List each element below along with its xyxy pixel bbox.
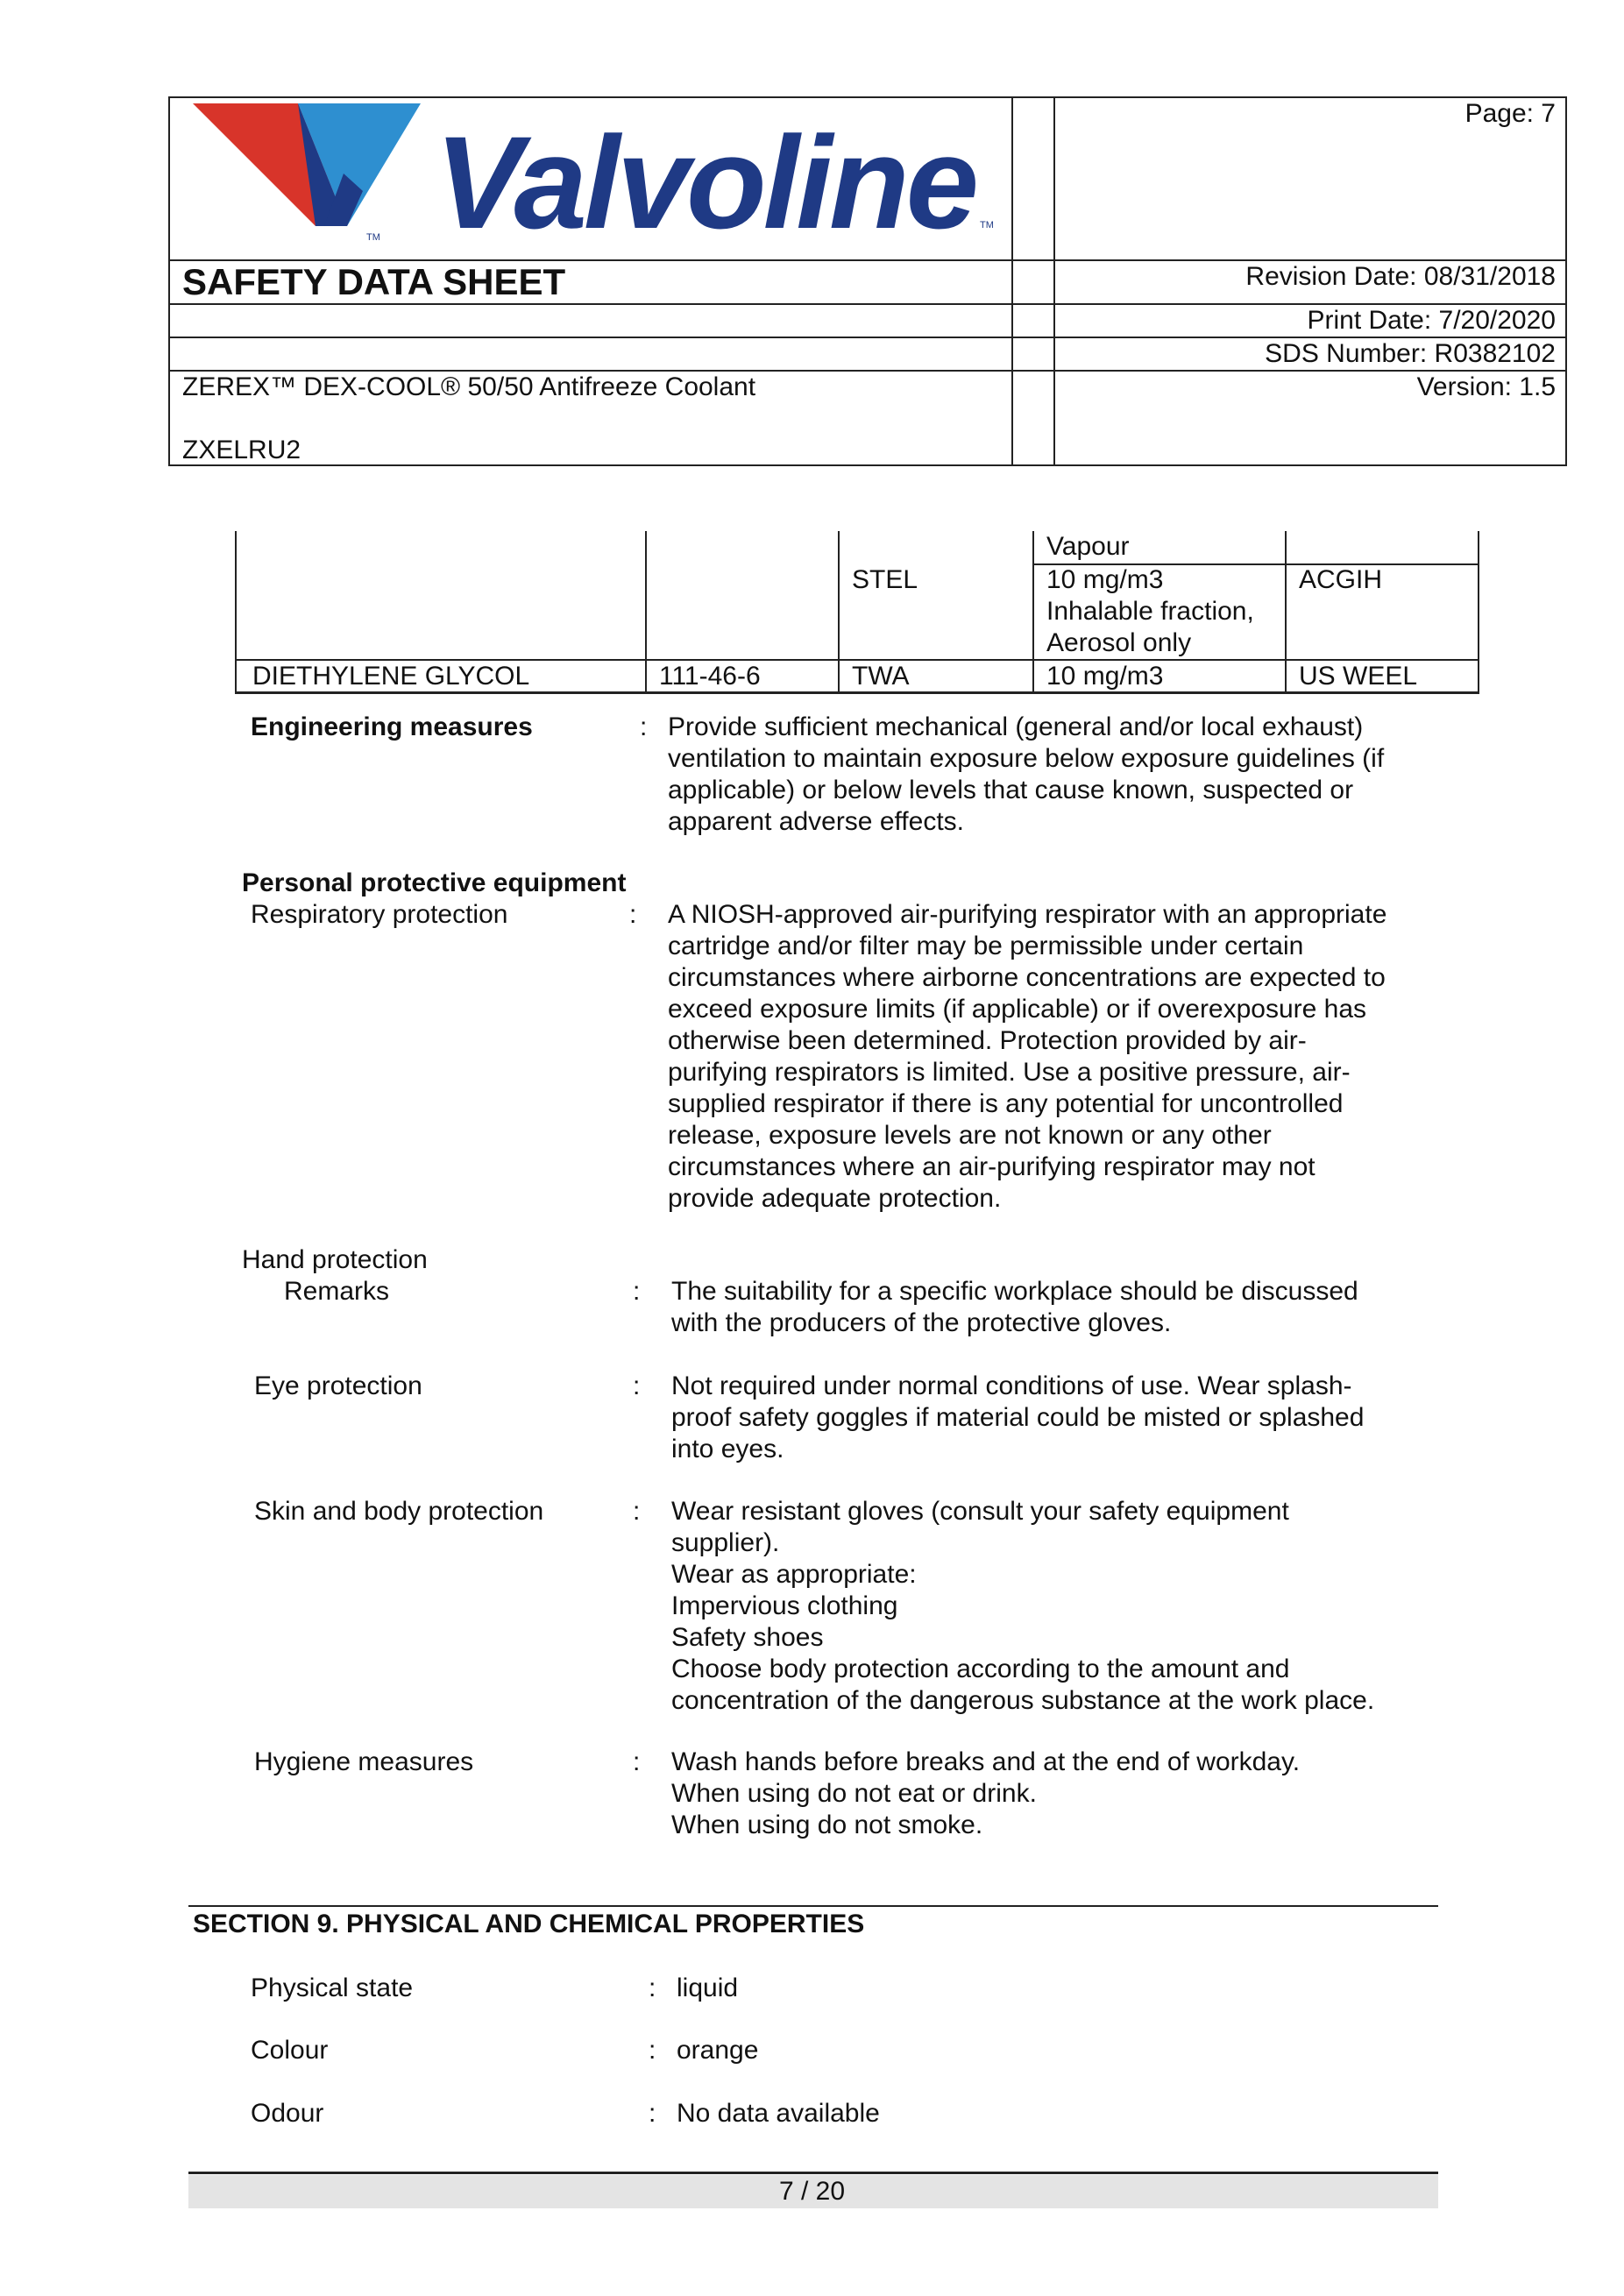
table-cell: Aerosol only xyxy=(1046,628,1192,657)
text-line: proof safety goggles if material could be misted or splashed xyxy=(671,1403,1365,1432)
engineering-measures-text xyxy=(668,712,1384,838)
text-line: exceed exposure limits (if applicable) or if overexposure has xyxy=(668,995,1367,1024)
physical-state-label: Physical state xyxy=(251,1974,414,2002)
table-cell: TWA xyxy=(852,662,910,691)
table-border xyxy=(1478,531,1479,694)
table-border xyxy=(1285,531,1287,694)
table-cell: ACGIH xyxy=(1299,565,1383,594)
text-line: applicable) or below levels that cause known, suspected or xyxy=(668,776,1354,804)
text-line: into eyes. xyxy=(671,1435,784,1463)
table-cell: Vapour xyxy=(1046,532,1130,561)
section-rule xyxy=(188,1905,1438,1907)
physical-state-value: liquid xyxy=(677,1974,739,2002)
table-cell: US WEEL xyxy=(1299,662,1418,691)
text-line: circumstances where airborne concentrations are expected to xyxy=(668,963,1386,992)
separator: : xyxy=(633,1747,641,1776)
text-line: When using do not eat or drink. xyxy=(671,1779,1037,1808)
separator: : xyxy=(633,1497,641,1526)
text-line: A NIOSH-approved air-purifying respirator with an appropriate xyxy=(668,900,1387,929)
text-line: release, exposure levels are not known or any other xyxy=(668,1121,1272,1150)
hygiene-measures-text xyxy=(671,1747,1300,1841)
table-border xyxy=(838,531,840,694)
text-line: supplied respirator if there is any potential for uncontrolled xyxy=(668,1089,1344,1118)
text-line: Safety shoes xyxy=(671,1623,824,1652)
table-border xyxy=(645,531,647,694)
engineering-measures-label: Engineering measures xyxy=(251,712,533,741)
text-line: circumstances where an air-purifying respirator may not xyxy=(668,1152,1316,1181)
sds-number: SDS Number: R0382102 xyxy=(1265,339,1556,368)
text-line: apparent adverse effects. xyxy=(668,807,964,836)
product-name: ZEREX™ DEX-COOL® 50/50 Antifreeze Coolant xyxy=(182,372,756,401)
hygiene-measures-label: Hygiene measures xyxy=(254,1747,474,1776)
separator: : xyxy=(633,1277,641,1306)
print-date: Print Date: 7/20/2020 xyxy=(1307,306,1556,335)
svg-text:TM: TM xyxy=(366,232,380,243)
text-line: Impervious clothing xyxy=(671,1591,898,1620)
skin-body-protection-label: Skin and body protection xyxy=(254,1497,544,1526)
separator: : xyxy=(649,1974,656,2002)
text-line: concentration of the dangerous substance at the work place. xyxy=(671,1686,1375,1715)
odour-value: No data available xyxy=(677,2099,880,2128)
page-number: Page: 7 xyxy=(1464,99,1556,128)
version: Version: 1.5 xyxy=(1416,372,1556,401)
footer-page-indicator: 7 / 20 xyxy=(778,2177,846,2206)
table-cell: Inhalable fraction, xyxy=(1046,597,1254,626)
text-line: Not required under normal conditions of use. Wear splash- xyxy=(671,1371,1352,1400)
respiratory-protection-text xyxy=(668,899,1386,1215)
odour-label: Odour xyxy=(251,2099,324,2128)
eye-protection-label: Eye protection xyxy=(254,1371,422,1400)
text-line: The suitability for a specific workplace should be discussed xyxy=(671,1277,1358,1306)
header-divider xyxy=(1011,96,1013,466)
table-cell: DIETHYLENE GLYCOL xyxy=(252,662,530,691)
revision-date: Revision Date: 08/31/2018 xyxy=(1245,262,1556,291)
text-line: Provide sufficient mechanical (general and/or local exhaust) xyxy=(668,712,1364,741)
text-line: provide adequate protection. xyxy=(668,1184,1002,1213)
hand-remarks-label: Remarks xyxy=(284,1277,390,1306)
text-line: supplier). xyxy=(671,1528,780,1557)
document-title: SAFETY DATA SHEET xyxy=(182,261,566,302)
table-border xyxy=(1032,531,1034,694)
text-line: Choose body protection according to the amount and xyxy=(671,1655,1290,1683)
footer-rule xyxy=(188,2172,1438,2174)
hand-protection-heading: Hand protection xyxy=(242,1245,428,1274)
text-line: When using do not smoke. xyxy=(671,1811,983,1839)
text-line: ventilation to maintain exposure below exposure guidelines (if xyxy=(668,744,1385,773)
svg-text:TM: TM xyxy=(980,220,994,230)
colour-value: orange xyxy=(677,2036,759,2065)
table-border xyxy=(235,531,237,694)
brand-wordmark: Valvoline xyxy=(435,109,976,256)
colour-label: Colour xyxy=(251,2036,329,2065)
table-cell: STEL xyxy=(852,565,918,594)
text-line: otherwise been determined. Protection provided by air- xyxy=(668,1026,1307,1055)
separator: : xyxy=(640,712,648,741)
separator: : xyxy=(649,2036,656,2065)
text-line: Wear as appropriate: xyxy=(671,1560,917,1589)
separator: : xyxy=(633,1371,641,1400)
text-line: Wear resistant gloves (consult your safety equipment xyxy=(671,1497,1289,1526)
section-9-title: SECTION 9. PHYSICAL AND CHEMICAL PROPERTIES xyxy=(193,1910,865,1938)
separator: : xyxy=(629,900,637,929)
text-line: purifying respirators is limited. Use a positive pressure, air- xyxy=(668,1058,1351,1087)
header-divider xyxy=(1053,96,1055,466)
respiratory-protection-label: Respiratory protection xyxy=(251,900,508,929)
text-line: cartridge and/or filter may be permissible under certain xyxy=(668,932,1304,960)
text-line: with the producers of the protective gloves. xyxy=(671,1308,1172,1337)
valvoline-logo xyxy=(191,103,1006,256)
table-cell: 10 mg/m3 xyxy=(1046,565,1164,594)
hand-remarks-text xyxy=(671,1276,1358,1339)
eye-protection-text xyxy=(671,1371,1364,1465)
product-code: ZXELRU2 xyxy=(182,436,301,464)
separator: : xyxy=(649,2099,656,2128)
ppe-heading: Personal protective equipment xyxy=(242,868,627,897)
table-cell: 10 mg/m3 xyxy=(1046,662,1164,691)
skin-body-protection-text xyxy=(671,1496,1374,1717)
text-line: Wash hands before breaks and at the end of workday. xyxy=(671,1747,1301,1776)
table-cell: 111-46-6 xyxy=(659,662,761,691)
